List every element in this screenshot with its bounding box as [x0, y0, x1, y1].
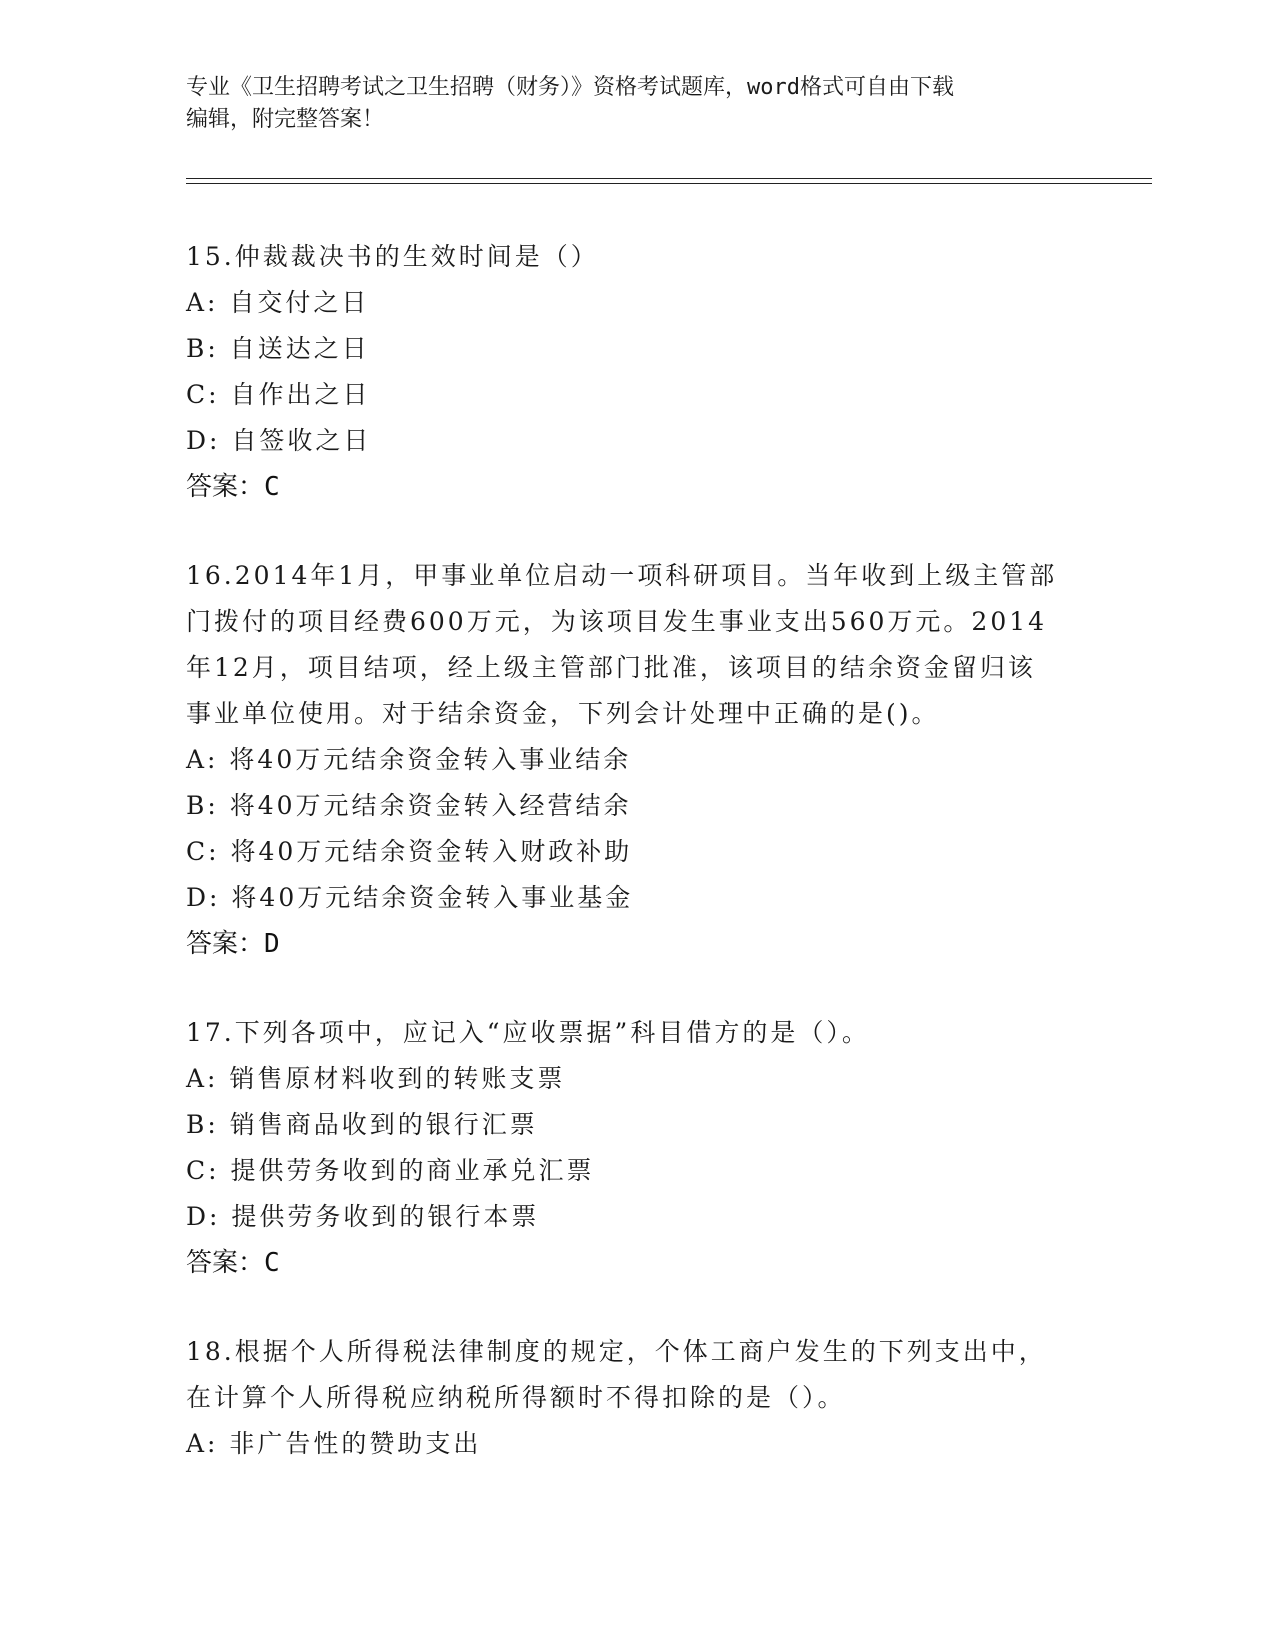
question-17 [186, 1010, 1086, 1286]
option-b: B: 销售商品收到的银行汇票 [186, 1110, 538, 1139]
question-stem: 门拨付的项目经费600万元，为该项目发生事业支出560万元。2014 [186, 607, 1048, 636]
option-a: A: 自交付之日 [186, 288, 370, 317]
option-c: C: 将40万元结余资金转入财政补助 [186, 837, 633, 866]
header-line-2: 编辑，附完整答案！ [186, 107, 385, 132]
question-stem: 15.仲裁裁决书的生效时间是（） [186, 242, 599, 271]
option-d: D: 自签收之日 [186, 426, 372, 455]
question-16 [186, 553, 1086, 967]
option-d: D: 将40万元结余资金转入事业基金 [186, 883, 634, 912]
question-stem: 18.根据个人所得税法律制度的规定，个体工商户发生的下列支出中， [186, 1337, 1047, 1366]
answer: 答案：D [186, 929, 280, 959]
option-a: A: 将40万元结余资金转入事业结余 [186, 745, 632, 774]
question-stem: 17.下列各项中，应记入“应收票据”科目借方的是（）。 [186, 1018, 870, 1047]
question-stem: 事业单位使用。对于结余资金，下列会计处理中正确的是()。 [186, 699, 940, 728]
answer: 答案：C [186, 1248, 280, 1278]
question-stem: 在计算个人所得税应纳税所得额时不得扣除的是（）。 [186, 1383, 846, 1412]
question-18 [186, 1329, 1086, 1467]
header-line-1: 专业《卫生招聘考试之卫生招聘（财务）》资格考试题库，word格式可自由下载 [186, 75, 954, 100]
option-b: B: 自送达之日 [186, 334, 370, 363]
document-header [186, 72, 1086, 136]
answer: 答案：C [186, 472, 280, 502]
question-15 [186, 234, 1086, 510]
option-c: C: 提供劳务收到的商业承兑汇票 [186, 1156, 595, 1185]
option-a: A: 销售原材料收到的转账支票 [186, 1064, 566, 1093]
question-stem: 16.2014年1月，甲事业单位启动一项科研项目。当年收到上级主管部 [186, 561, 1058, 590]
option-a: A: 非广告性的赞助支出 [186, 1429, 482, 1458]
option-b: B: 将40万元结余资金转入经营结余 [186, 791, 632, 820]
header-divider-bottom [186, 183, 1152, 184]
option-c: C: 自作出之日 [186, 380, 371, 409]
option-d: D: 提供劳务收到的银行本票 [186, 1202, 540, 1231]
header-divider-top [186, 178, 1152, 179]
question-stem: 年12月，项目结项，经上级主管部门批准，该项目的结余资金留归该 [186, 653, 1036, 682]
